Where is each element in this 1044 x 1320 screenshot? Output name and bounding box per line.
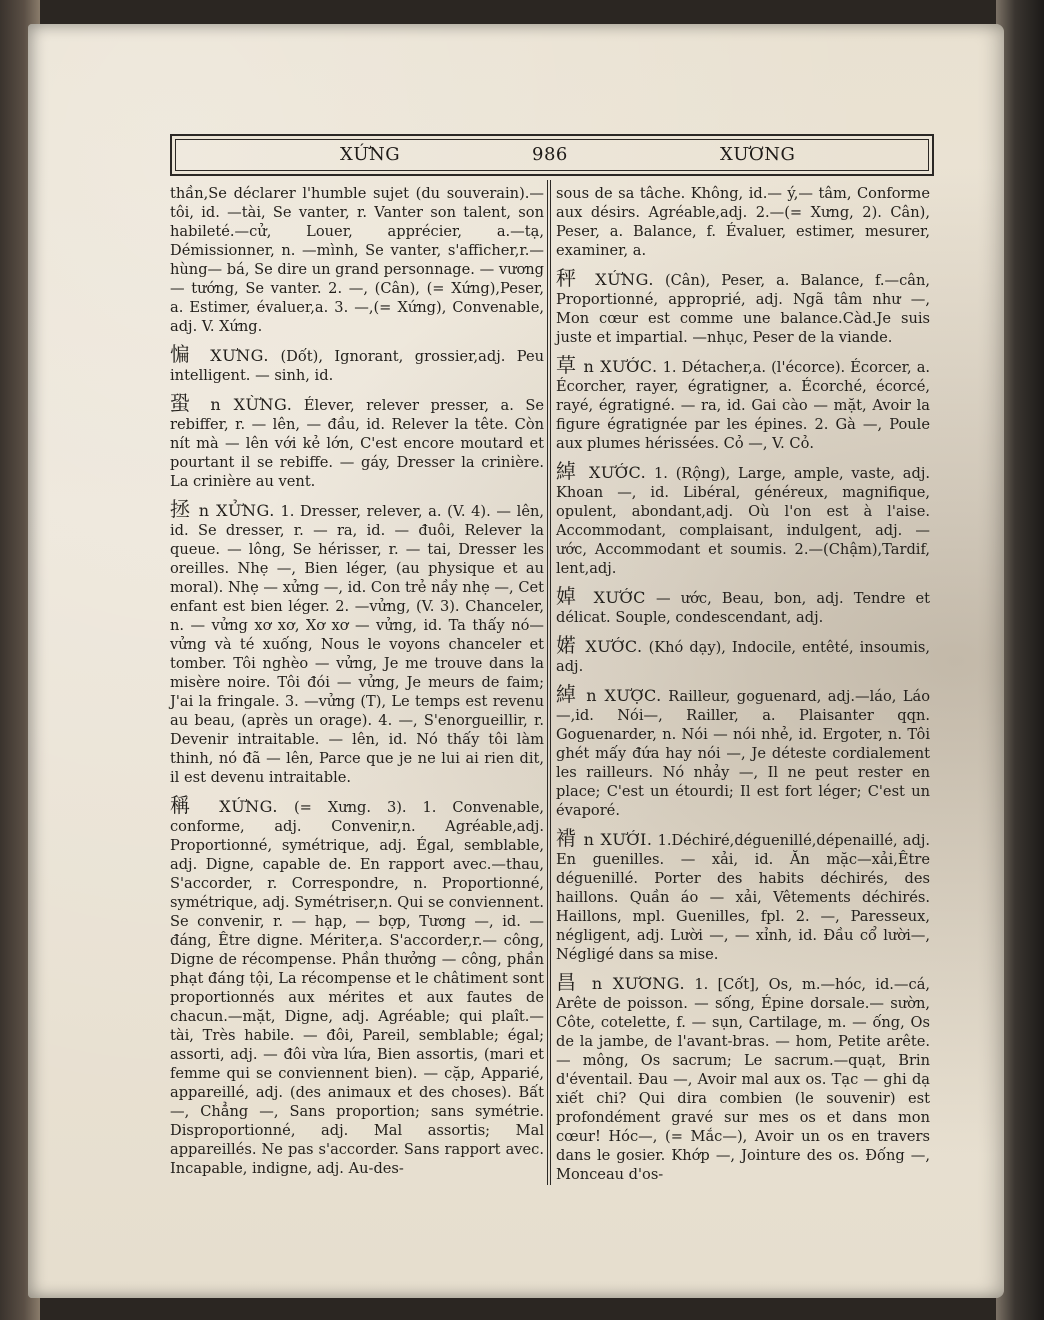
han-character: 婥 — [556, 584, 582, 608]
dictionary-entry — [556, 266, 931, 347]
entry-text: 1. Détacher,a. (l'écorce). Écorcer, a. Écorcher, rayer, égratigner, a. Écorché, écorcé, rayé, égratigné. — ra, id. Gai cào — mặt, Avoir la figure égratignée par les épines. 2. Gà —, Poule aux plumes hérissées. Cỏ —, V. Cỏ. — [556, 359, 931, 452]
column-divider — [547, 180, 551, 1185]
entry-text: (Dốt), Ignorant, grossier,adj. Peu intelligent. — sinh, id. — [170, 348, 545, 384]
headword: XƯỚC. — [588, 463, 647, 482]
headword: n XƯỚC. — [583, 357, 658, 376]
headword: n XƯỚI. — [583, 830, 653, 849]
han-character: 婼 — [556, 633, 578, 657]
headword: XỨNG. — [595, 270, 654, 289]
entry-text: (Khó dạy), Indocile, entêté, insoumis, adj. — [556, 639, 931, 675]
han-character: 昌 — [556, 970, 581, 994]
left-column — [170, 184, 544, 1187]
dictionary-entry — [170, 793, 545, 1178]
entry-text: Railleur, goguenard, adj.—láo, Láo—,id. Nói—, Railler, a. Plaisanter qqn. Goguenarder, n. Nói — nói nhẻ, id. Ergoter, n. Tôi ghét mấy đứa hay nói —, Je déteste cordialement les railleurs. Nó nhảy —, Il ne peut rester en place; C'est un étourdi; Il est fort léger; C'est un évaporé. — [556, 688, 931, 819]
dictionary-entry — [556, 970, 931, 1184]
headword: n XỬNG. — [198, 501, 275, 520]
headword: XỨNG. — [219, 797, 278, 816]
dictionary-entry — [556, 353, 931, 453]
han-character: 拯 — [170, 497, 192, 521]
headword: XƯNG. — [210, 346, 269, 365]
dictionary-entry — [556, 826, 931, 964]
headword: XƯỚC. — [585, 637, 643, 656]
han-character: 草 — [556, 353, 577, 377]
han-character: 綽 — [556, 682, 578, 706]
entry-text: (= Xưng. 3). 1. Convenable, conforme, adj. Convenir,n. Agréable,adj. Proportionné, symétrique, adj. Égal, semblable, adj. Digne, capable de. En rapport avec.—thau, S'accorder, r. Correspondre, n. Proportionné, symétrique, adj. Symétriser,n. Qui se conviennent. Se convenir, r. — hạp, — bợp, Tương —, id. — đáng, Être digne. Mériter,a. S'accorder,r.— công, Digne de récompense. Phần thưởng — công, phần phạt đáng tội, La récompense et le châtiment sont proportionnés aux mérites et aux fautes de chacun.—mặt, Digne, adj. Agréable; qui plaît.—tài, Très habile. — đôi, Pareil, semblable; égal; assorti, adj. — đôi vừa lứa, Bien assortis, (mari et femme qui se conviennent bien). — cặp, Apparié, appareillé, adj. (des animaux et des choses). Bất —, Chẳng —, Sans proportion; sans symétrie. Disproportionné, adj. Mal assortis; Mal appareillés. Ne pas s'accorder. Sans rapport avec. Incapable, indigne, adj. Au-des- — [170, 799, 545, 1177]
han-character: 秤 — [556, 266, 583, 290]
dictionary-entry — [556, 633, 931, 676]
han-character: 褙 — [556, 826, 577, 850]
entry-text: Élever, relever presser, a. Se rebiffer, r. — lên, — đầu, id. Relever la tête. Còn nít mà — lên với kẻ lớn, C'est encore moutard et pourtant il se rebiffe. — gáy, Dresser la crinière. La crinière au vent. — [170, 397, 545, 490]
han-character: 稱 — [170, 793, 202, 817]
header-left-word: XỨNG — [340, 144, 401, 165]
headword: n XƯƠNG. — [591, 974, 686, 993]
entry-text: 1.Déchiré,déguenillé,dépenaillé, adj. En guenilles. — xải, id. Ăn mặc—xải,Être déguenillé. Porter des habits déchirés, des haillons. Quần áo — xải, Vêtements déchirés. Haillons, mpl. Guenilles, fpl. 2. —, Paresseux, négligent, adj. Lười —, — xỉnh, id. Đầu cổ lười—, Négligé dans sa mise. — [556, 832, 931, 963]
headword: n XỪNG. — [210, 395, 293, 414]
dictionary-entry — [170, 391, 545, 491]
han-character: 蛩 — [170, 391, 197, 415]
dictionary-entry — [556, 459, 931, 578]
page-number: 986 — [532, 144, 568, 165]
dictionary-entry — [170, 497, 545, 787]
entry-continued — [556, 184, 930, 260]
entry-text: (Cân), Peser, a. Balance, f.—cân, Proportionné, approprié, adj. Ngã tâm như —, Mon cœur est comme une balance.Càd.Je suis juste et impartial. —nhục, Peser de la viande. — [556, 272, 931, 346]
header-right-word: XƯƠNG — [720, 144, 796, 165]
entry-text: 1. Dresser, relever, a. (V. 4). — lên, id. Se dresser, r. — ra, id. — đuôi, Relever la queue. — lông, Se hérisser, r. — tai, Dresser les oreilles. Nhẹ —, Bien léger, (au physique et au moral). Nhẹ — xửng —, id. Con trẻ nầy nhẹ —, Cet enfant est bien léger. 2. —vửng, (V. 3). Chanceler, n. — vửng xơ xơ, Xơ xơ — vửng, id. Ta thấy nó— vửng và té xuống, Nous le voyons chanceler et tomber. Tôi nghèo — vửng, Je me trouve dans la misère noire. Tôi đói — vửng, Je meurs de faim; J'ai la fringale. 3. —vửng (T), Le temps est revenu au beau, (après un orage). 4. —, S'enorgueillir, r. Devenir intraitable. — lên, id. Nó thấy tôi làm thinh, nó đã — lên, Parce que je ne lui ai rien dit, il est devenu intraitable. — [170, 503, 545, 786]
entry-text: sous de sa tâche. Không, id.— ý,— tâm, Conforme aux désirs. Agréable,adj. 2.—(= Xưng, 2). Cân), Peser, a. Balance, f. Évaluer, estimer, mesurer, examiner, a. — [556, 185, 930, 259]
right-column — [556, 184, 930, 1193]
han-character: 綽 — [556, 459, 580, 483]
entry-text: 1. [Cốt], Os, m.—hóc, id.—cá, Arête de poisson. — sống, Épine dorsale.— sườn, Côte, cotelette, f. — sụn, Cartilage, m. — ống, Os de la jambe, de l'avant-bras. — hom, Petite arête. — mông, Os sacrum; Le sacrum.—quạt, Brin d'éventail. Đau —, Avoir mal aux os. Tạc — ghi dạ xiết chi? Qui dira combien (le souvenir) est profondément gravé sur mes os et dans mon cœur! Hóc—, (= Mắc—), Avoir un os en travers dans le gosier. Khớp —, Jointure des os. Đống —, Monceau d'os- — [556, 976, 931, 1183]
dictionary-entry — [556, 584, 930, 627]
entry-text: thần,Se déclarer l'humble sujet (du souverain).—tôi, id. —tài, Se vanter, r. Vanter son talent, son habileté.—cử, Louer, apprécier, a.—tạ, Démissionner, n. —mình, Se vanter, s'afficher,r.—hùng— bá, Se dire un grand personnage. — vương — tướng, Se vanter. 2. —, (Cân), (= Xứng),Peser, a. Estimer, évaluer,a. 3. —,(= Xứng), Convenable, adj. V. Xứng. — [170, 185, 544, 335]
han-character: 惼 — [170, 342, 197, 366]
running-header — [170, 134, 934, 176]
headword: XƯỚC — [593, 588, 646, 607]
headword: n XƯỢC. — [586, 686, 662, 705]
entry-text: — ước, Beau, bon, adj. Tendre et délicat. Souple, condescendant, adj. — [556, 590, 930, 626]
entry-continued — [170, 184, 544, 336]
dictionary-entry — [170, 342, 545, 385]
entry-text: 1. (Rộng), Large, ample, vaste, adj. Khoan —, id. Libéral, généreux, magnifique, opulent, abondant,adj. Où l'on est à l'aise. Accommodant, complaisant, indulgent, adj. — ước, Accommodant et soumis. 2.—(Chậm),Tardif, lent,adj. — [556, 465, 931, 577]
dictionary-entry — [556, 682, 931, 820]
